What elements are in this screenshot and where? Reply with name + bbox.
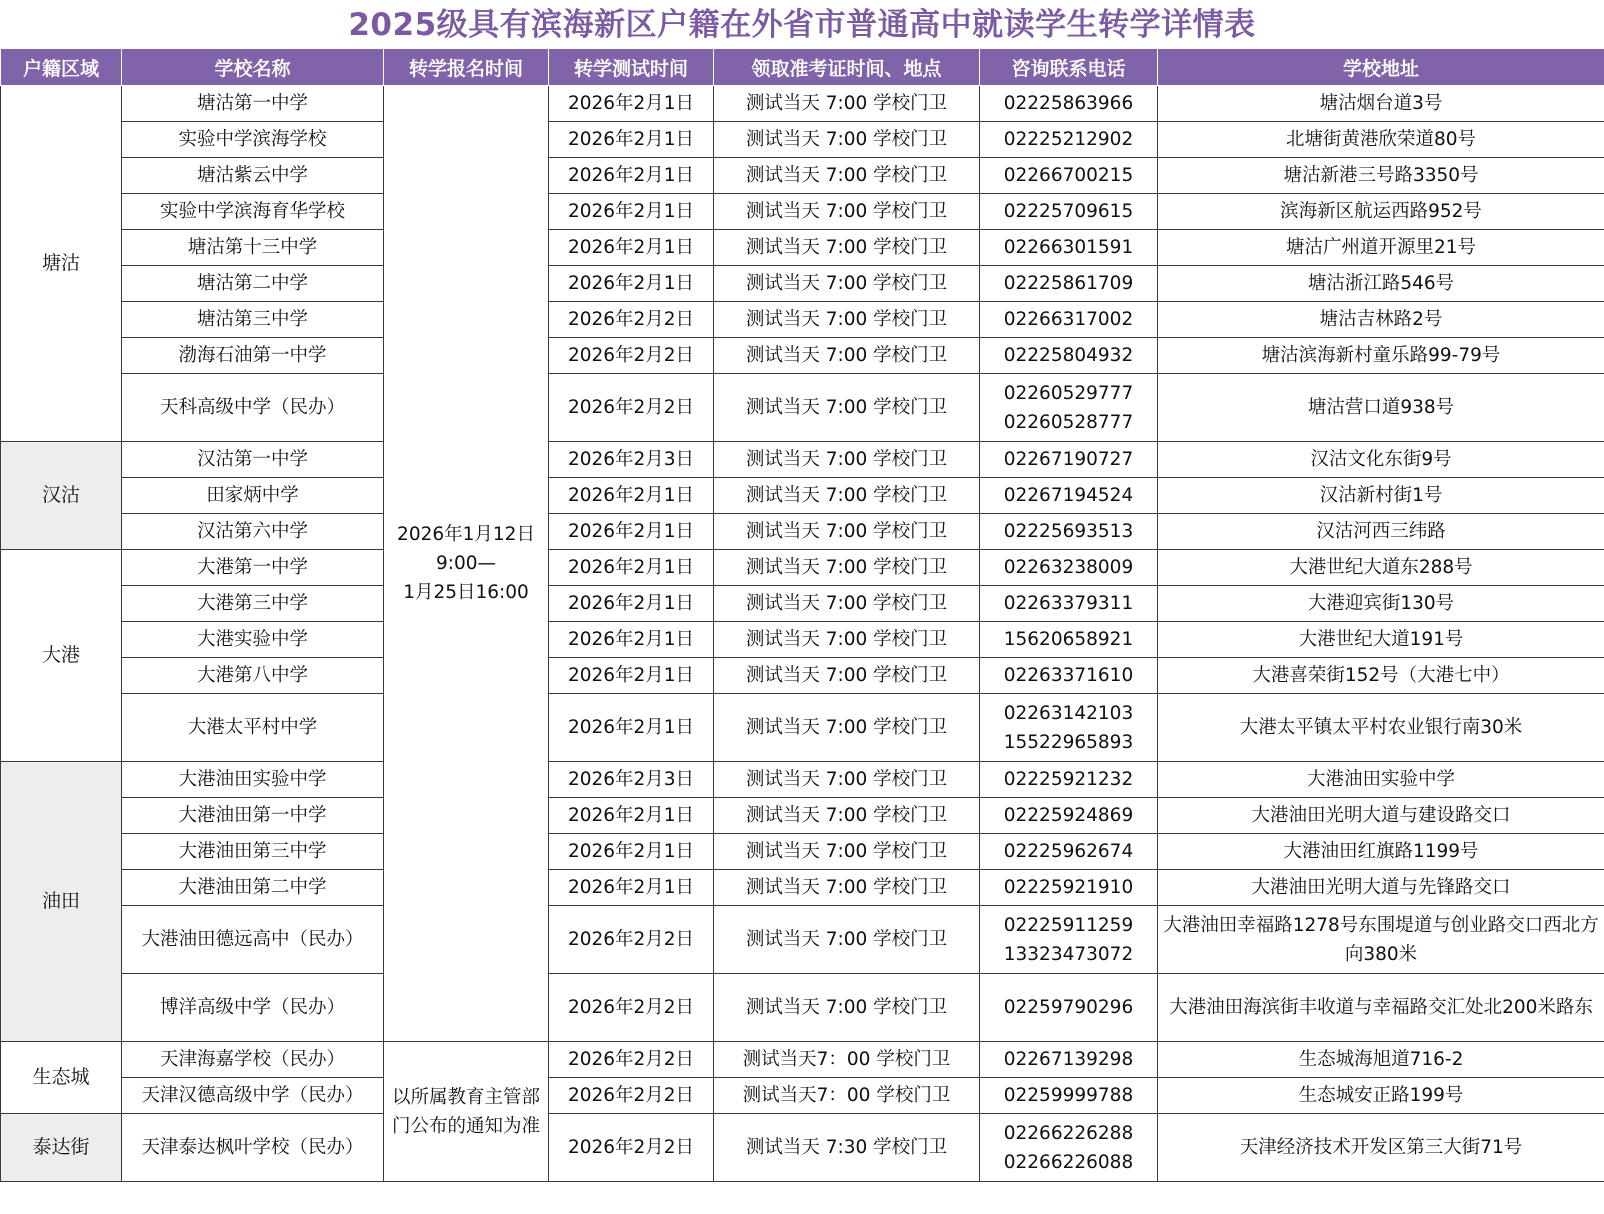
address-cell: 北塘街黄港欣荣道80号 xyxy=(1158,122,1604,158)
ticket-info: 测试当天 7:00 学校门卫 xyxy=(714,550,980,586)
ticket-info: 测试当天 7:00 学校门卫 xyxy=(714,906,980,974)
header-registration: 转学报名时间 xyxy=(384,49,549,86)
phone-cell xyxy=(980,550,1158,586)
phone-cell xyxy=(980,1042,1158,1078)
school-name: 大港太平村中学 xyxy=(122,694,384,762)
test-date: 2026年2月2日 xyxy=(549,374,714,442)
ticket-info: 测试当天 7:00 学校门卫 xyxy=(714,122,980,158)
table-row xyxy=(1,266,1604,302)
test-date: 2026年2月1日 xyxy=(549,798,714,834)
ticket-info: 测试当天 7:00 学校门卫 xyxy=(714,194,980,230)
phone-number: 02225709615 xyxy=(1003,201,1134,222)
phone-number: 02225911259 xyxy=(1003,914,1134,936)
table-row xyxy=(1,870,1604,906)
phone-number: 02225924869 xyxy=(1003,805,1134,826)
address-cell: 大港世纪大道191号 xyxy=(1158,622,1604,658)
address-cell: 汉沽河西三纬路 xyxy=(1158,514,1604,550)
phone-cell xyxy=(980,194,1158,230)
header-test-time: 转学测试时间 xyxy=(549,49,714,86)
ticket-info: 测试当天 7:00 学校门卫 xyxy=(714,622,980,658)
test-date: 2026年2月1日 xyxy=(549,622,714,658)
header-phone: 咨询联系电话 xyxy=(980,49,1158,86)
phone-number: 02263371610 xyxy=(1003,665,1134,686)
phone-cell xyxy=(980,762,1158,798)
table-row xyxy=(1,230,1604,266)
phone-number: 02225921232 xyxy=(1003,769,1134,790)
address-cell: 天津经济技术开发区第三大街71号 xyxy=(1158,1114,1604,1182)
test-date: 2026年2月2日 xyxy=(549,1114,714,1182)
table-row xyxy=(1,798,1604,834)
table-row xyxy=(1,550,1604,586)
registration-time-line: 1月25日16:00 xyxy=(403,582,529,603)
table-row xyxy=(1,442,1604,478)
test-date: 2026年2月1日 xyxy=(549,550,714,586)
phone-cell xyxy=(980,798,1158,834)
test-date: 2026年2月3日 xyxy=(549,762,714,798)
address-cell: 大港油田幸福路1278号东围堤道与创业路交口西北方向380米 xyxy=(1158,906,1604,974)
test-date: 2026年2月2日 xyxy=(549,338,714,374)
phone-cell xyxy=(980,158,1158,194)
phone-number: 02266226288 xyxy=(1003,1122,1134,1144)
phone-number: 02263379311 xyxy=(1003,593,1134,614)
phone-number: 02225861709 xyxy=(1003,273,1134,294)
phone-number: 02266301591 xyxy=(1003,237,1134,258)
test-date: 2026年2月1日 xyxy=(549,834,714,870)
school-name: 实验中学滨海学校 xyxy=(122,122,384,158)
school-name: 博洋高级中学（民办） xyxy=(122,974,384,1042)
ticket-info: 测试当天 7:30 学校门卫 xyxy=(714,1114,980,1182)
test-date: 2026年2月1日 xyxy=(549,86,714,122)
phone-number: 02260529777 xyxy=(1003,382,1134,404)
ticket-info: 测试当天 7:00 学校门卫 xyxy=(714,798,980,834)
header-region: 户籍区域 xyxy=(1,49,122,86)
table-row xyxy=(1,478,1604,514)
school-name: 田家炳中学 xyxy=(122,478,384,514)
address-cell: 大港油田光明大道与先锋路交口 xyxy=(1158,870,1604,906)
phone-number: 02225921910 xyxy=(1003,877,1134,898)
phone-cell xyxy=(980,230,1158,266)
phone-number: 13323473072 xyxy=(1003,943,1134,965)
phone-number: 02259999788 xyxy=(1003,1085,1134,1106)
phone-number: 02225804932 xyxy=(1003,345,1134,366)
phone-cell xyxy=(980,906,1158,974)
test-date: 2026年2月1日 xyxy=(549,658,714,694)
phone-cell xyxy=(980,86,1158,122)
address-cell: 大港喜荣街152号（大港七中） xyxy=(1158,658,1604,694)
address-cell: 塘沽广州道开源里21号 xyxy=(1158,230,1604,266)
address-cell: 汉沽新村街1号 xyxy=(1158,478,1604,514)
table-row xyxy=(1,694,1604,762)
header-ticket: 领取准考证时间、地点 xyxy=(714,49,980,86)
table-row xyxy=(1,86,1604,122)
table-row xyxy=(1,974,1604,1042)
test-date: 2026年2月2日 xyxy=(549,974,714,1042)
table-row xyxy=(1,1042,1604,1078)
ticket-info: 测试当天 7:00 学校门卫 xyxy=(714,834,980,870)
address-cell: 滨海新区航运西路952号 xyxy=(1158,194,1604,230)
phone-cell xyxy=(980,122,1158,158)
address-cell: 大港迎宾街130号 xyxy=(1158,586,1604,622)
header-address: 学校地址 xyxy=(1158,49,1604,86)
phone-number: 02267194524 xyxy=(1003,485,1134,506)
school-name: 大港油田第二中学 xyxy=(122,870,384,906)
school-name: 大港油田第三中学 xyxy=(122,834,384,870)
phone-cell xyxy=(980,478,1158,514)
phone-cell xyxy=(980,870,1158,906)
school-name: 塘沽第二中学 xyxy=(122,266,384,302)
ticket-info: 测试当天7：00 学校门卫 xyxy=(714,1078,980,1114)
test-date: 2026年2月3日 xyxy=(549,442,714,478)
phone-cell xyxy=(980,374,1158,442)
registration-other-cell: 以所属教育主管部门公布的通知为准 xyxy=(384,1042,549,1182)
address-cell: 塘沽浙江路546号 xyxy=(1158,266,1604,302)
school-name: 汉沽第六中学 xyxy=(122,514,384,550)
address-cell: 生态城海旭道716-2 xyxy=(1158,1042,1604,1078)
phone-number: 02260528777 xyxy=(1003,411,1134,433)
table-row xyxy=(1,586,1604,622)
header-school: 学校名称 xyxy=(122,49,384,86)
phone-number: 02225962674 xyxy=(1003,841,1134,862)
ticket-info: 测试当天 7:00 学校门卫 xyxy=(714,338,980,374)
ticket-info: 测试当天 7:00 学校门卫 xyxy=(714,974,980,1042)
phone-cell xyxy=(980,694,1158,762)
phone-number: 02225863966 xyxy=(1003,93,1134,114)
ticket-info: 测试当天 7:00 学校门卫 xyxy=(714,870,980,906)
phone-cell xyxy=(980,302,1158,338)
region-cell: 生态城 xyxy=(1,1042,122,1114)
address-cell: 汉沽文化东街9号 xyxy=(1158,442,1604,478)
address-cell: 塘沽滨海新村童乐路99-79号 xyxy=(1158,338,1604,374)
table-row xyxy=(1,906,1604,974)
address-cell: 塘沽新港三号路3350号 xyxy=(1158,158,1604,194)
school-name: 大港油田德远高中（民办） xyxy=(122,906,384,974)
ticket-info: 测试当天 7:00 学校门卫 xyxy=(714,478,980,514)
test-date: 2026年2月1日 xyxy=(549,122,714,158)
table-row xyxy=(1,514,1604,550)
region-cell: 塘沽 xyxy=(1,86,122,442)
school-name: 大港第一中学 xyxy=(122,550,384,586)
address-cell: 塘沽烟台道3号 xyxy=(1158,86,1604,122)
test-date: 2026年2月1日 xyxy=(549,514,714,550)
ticket-info: 测试当天 7:00 学校门卫 xyxy=(714,230,980,266)
phone-number: 02225212902 xyxy=(1003,129,1134,150)
ticket-info: 测试当天7：00 学校门卫 xyxy=(714,1042,980,1078)
test-date: 2026年2月1日 xyxy=(549,586,714,622)
test-date: 2026年2月1日 xyxy=(549,230,714,266)
school-name: 天津海嘉学校（民办） xyxy=(122,1042,384,1078)
phone-number: 02263238009 xyxy=(1003,557,1134,578)
table-row xyxy=(1,1114,1604,1182)
table-row xyxy=(1,1078,1604,1114)
region-cell: 油田 xyxy=(1,762,122,1042)
phone-number: 02267190727 xyxy=(1003,449,1134,470)
ticket-info: 测试当天 7:00 学校门卫 xyxy=(714,586,980,622)
school-name: 塘沽第三中学 xyxy=(122,302,384,338)
address-cell: 大港油田红旗路1199号 xyxy=(1158,834,1604,870)
address-cell: 大港世纪大道东288号 xyxy=(1158,550,1604,586)
phone-number: 02263142103 xyxy=(1003,702,1134,724)
phone-number: 02259790296 xyxy=(1003,997,1134,1018)
table-row xyxy=(1,122,1604,158)
phone-cell xyxy=(980,338,1158,374)
region-cell: 大港 xyxy=(1,550,122,762)
school-name: 天津泰达枫叶学校（民办） xyxy=(122,1114,384,1182)
test-date: 2026年2月1日 xyxy=(549,478,714,514)
school-name: 大港油田实验中学 xyxy=(122,762,384,798)
school-name: 汉沽第一中学 xyxy=(122,442,384,478)
region-cell: 汉沽 xyxy=(1,442,122,550)
test-date: 2026年2月2日 xyxy=(549,1042,714,1078)
phone-cell xyxy=(980,974,1158,1042)
table-row xyxy=(1,374,1604,442)
phone-cell xyxy=(980,1078,1158,1114)
school-name: 大港实验中学 xyxy=(122,622,384,658)
phone-number: 02267139298 xyxy=(1003,1049,1134,1070)
school-name: 天科高级中学（民办） xyxy=(122,374,384,442)
school-name: 大港第八中学 xyxy=(122,658,384,694)
school-name: 渤海石油第一中学 xyxy=(122,338,384,374)
address-cell: 大港油田海滨街丰收道与幸福路交汇处北200米路东 xyxy=(1158,974,1604,1042)
table-row xyxy=(1,194,1604,230)
test-date: 2026年2月1日 xyxy=(549,870,714,906)
ticket-info: 测试当天 7:00 学校门卫 xyxy=(714,266,980,302)
transfer-table xyxy=(0,48,1604,1182)
ticket-info: 测试当天 7:00 学校门卫 xyxy=(714,442,980,478)
phone-cell xyxy=(980,266,1158,302)
test-date: 2026年2月1日 xyxy=(549,158,714,194)
address-cell: 塘沽吉林路2号 xyxy=(1158,302,1604,338)
ticket-info: 测试当天 7:00 学校门卫 xyxy=(714,694,980,762)
ticket-info: 测试当天 7:00 学校门卫 xyxy=(714,158,980,194)
phone-cell xyxy=(980,1114,1158,1182)
phone-number: 02266226088 xyxy=(1003,1151,1134,1173)
ticket-info: 测试当天 7:00 学校门卫 xyxy=(714,374,980,442)
table-row xyxy=(1,622,1604,658)
table-row xyxy=(1,158,1604,194)
ticket-info: 测试当天 7:00 学校门卫 xyxy=(714,658,980,694)
table-row xyxy=(1,658,1604,694)
test-date: 2026年2月2日 xyxy=(549,906,714,974)
region-cell: 泰达街 xyxy=(1,1114,122,1182)
address-cell: 大港油田实验中学 xyxy=(1158,762,1604,798)
phone-number: 15522965893 xyxy=(1003,731,1134,753)
test-date: 2026年2月1日 xyxy=(549,266,714,302)
school-name: 大港油田第一中学 xyxy=(122,798,384,834)
phone-cell xyxy=(980,834,1158,870)
test-date: 2026年2月1日 xyxy=(549,694,714,762)
registration-time-cell xyxy=(384,86,549,1042)
address-cell: 生态城安正路199号 xyxy=(1158,1078,1604,1114)
test-date: 2026年2月1日 xyxy=(549,194,714,230)
test-date: 2026年2月2日 xyxy=(549,302,714,338)
school-name: 大港第三中学 xyxy=(122,586,384,622)
phone-cell xyxy=(980,658,1158,694)
phone-number: 02225693513 xyxy=(1003,521,1134,542)
address-cell: 大港油田光明大道与建设路交口 xyxy=(1158,798,1604,834)
phone-cell xyxy=(980,514,1158,550)
table-row xyxy=(1,762,1604,798)
table-row xyxy=(1,302,1604,338)
school-name: 塘沽第十三中学 xyxy=(122,230,384,266)
address-cell: 大港太平镇太平村农业银行南30米 xyxy=(1158,694,1604,762)
table-row xyxy=(1,338,1604,374)
phone-cell xyxy=(980,586,1158,622)
phone-number: 02266317002 xyxy=(1003,309,1134,330)
phone-number: 02266700215 xyxy=(1003,165,1134,186)
page-title: 2025级具有滨海新区户籍在外省市普通高中就读学生转学详情表 xyxy=(348,7,1256,43)
test-date: 2026年2月2日 xyxy=(549,1078,714,1114)
school-name: 实验中学滨海育华学校 xyxy=(122,194,384,230)
school-name: 塘沽第一中学 xyxy=(122,86,384,122)
ticket-info: 测试当天 7:00 学校门卫 xyxy=(714,86,980,122)
ticket-info: 测试当天 7:00 学校门卫 xyxy=(714,762,980,798)
phone-cell xyxy=(980,442,1158,478)
table-row xyxy=(1,834,1604,870)
phone-cell xyxy=(980,622,1158,658)
phone-number: 15620658921 xyxy=(1003,629,1134,650)
address-cell: 塘沽营口道938号 xyxy=(1158,374,1604,442)
registration-time-line: 9:00— xyxy=(435,553,497,574)
header-row xyxy=(1,49,1604,86)
school-name: 塘沽紫云中学 xyxy=(122,158,384,194)
ticket-info: 测试当天 7:00 学校门卫 xyxy=(714,302,980,338)
registration-time-line: 2026年1月12日 xyxy=(397,524,535,545)
school-name: 天津汉德高级中学（民办） xyxy=(122,1078,384,1114)
ticket-info: 测试当天 7:00 学校门卫 xyxy=(714,514,980,550)
